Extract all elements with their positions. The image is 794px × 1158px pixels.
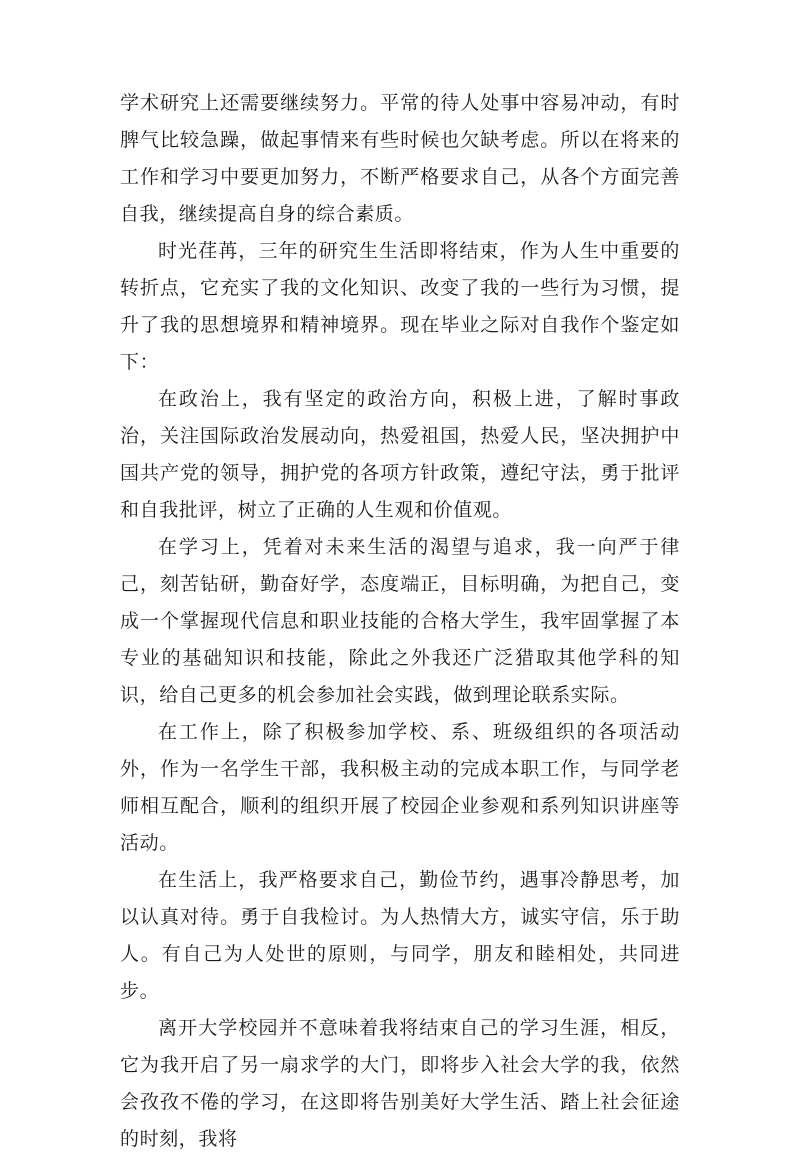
paragraph-intro: 时光荏苒，三年的研究生生活即将结束，作为人生中重要的转折点，它充实了我的文化知识、改变了我的一些行为习惯，提升了我的思想境界和精神境界。现在毕业之际对自我作个鉴定如下： [120, 240, 680, 373]
paragraph-life: 在生活上，我严格要求自己，勤俭节约，遇事冷静思考，加以认真对待。勇于自我检讨。为人热情大方，诚实守信，乐于助人。有自己为人处世的原则，与同学，朋友和睦相处，共同进步。 [120, 869, 680, 1002]
paragraph-work: 在工作上，除了积极参加学校、系、班级组织的各项活动外，作为一名学生干部，我积极主动的完成本职工作，与同学老师相互配合，顺利的组织开展了校园企业参观和系列知识讲座等活动。 [120, 721, 680, 854]
paragraph-continuation: 学术研究上还需要继续努力。平常的待人处事中容易冲动，有时脾气比较急躁，做起事情来有些时候也欠缺考虑。所以在将来的工作和学习中要更加努力，不断严格要求自己，从各个方面完善自我，继续提高自身的综合素质。 [120, 92, 680, 225]
paragraph-study: 在学习上，凭着对未来生活的渴望与追求，我一向严于律己，刻苦钻研，勤奋好学，态度端正，目标明确，为把自己，变成一个掌握现代信息和职业技能的合格大学生，我牢固掌握了本专业的基础知识和技能，除此之外我还广泛猎取其他学科的知识，给自己更多的机会参加社会实践，做到理论联系实际。 [120, 536, 680, 706]
paragraph-future: 离开大学校园并不意味着我将结束自己的学习生涯，相反，它为我开启了另一扇求学的大门，即将步入社会大学的我，依然会孜孜不倦的学习，在这即将告别美好大学生活、踏上社会征途的时刻，我将 [120, 1017, 680, 1150]
document-body [120, 85, 680, 1158]
paragraph-politics: 在政治上，我有坚定的政治方向，积极上进，了解时事政治，关注国际政治发展动向，热爱祖国，热爱人民，坚决拥护中国共产党的领导，拥护党的各项方针政策，遵纪守法，勇于批评和自我批评，树立了正确的人生观和价值观。 [120, 388, 680, 521]
